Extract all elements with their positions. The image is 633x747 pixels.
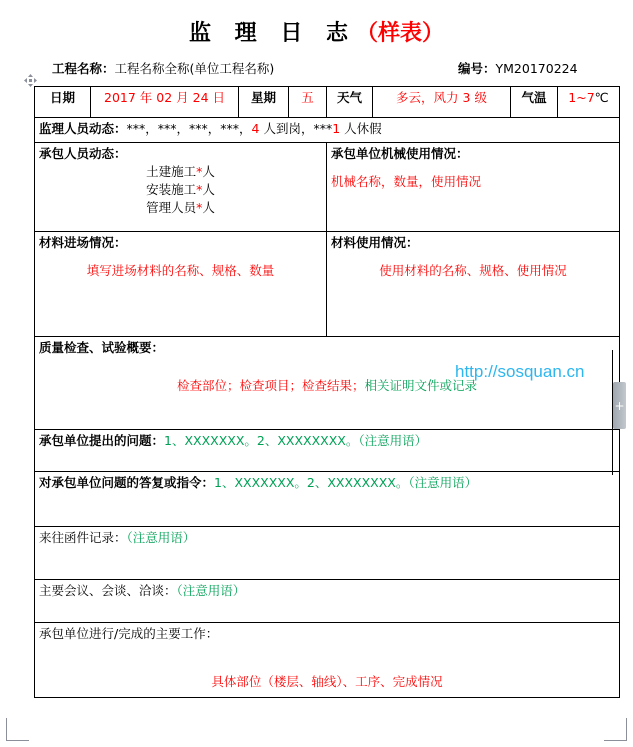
management-personnel-unit: 人: [202, 200, 215, 216]
table-row-meetings: [35, 580, 620, 623]
table-row-quality-inspection: [35, 337, 620, 430]
contractor-machinery-cell[interactable]: [327, 143, 620, 232]
reply-instructions-cell[interactable]: [35, 472, 620, 527]
contractor-personnel-cell[interactable]: [35, 143, 327, 232]
table-move-handle-icon[interactable]: [24, 72, 37, 85]
supervision-log-table: [34, 86, 609, 698]
contractor-machinery-label: 承包单位机械使用情况：: [331, 146, 469, 161]
table-row-supervisor-dynamics: [35, 118, 620, 143]
page-title-main: 监 理 日 志: [189, 21, 356, 46]
weather-label: 天气: [327, 87, 373, 118]
quality-inspection-content: [39, 357, 615, 395]
scroll-thumb-plus-icon[interactable]: [613, 382, 626, 429]
table-row-reply-instructions: [35, 472, 620, 527]
project-name-value: 工程名称全称(单位工程名称): [114, 61, 275, 76]
page-corner-bottom-left: [6, 718, 29, 741]
document-number: [458, 59, 578, 77]
weather-value[interactable]: 多云，风力 3 级: [373, 87, 511, 118]
meetings-label: 主要会议、会谈、洽谈：: [39, 583, 177, 598]
supervisor-dynamics-text-b: 人到岗，***: [259, 121, 333, 136]
supervisor-dynamics-label: 监理人员动态：: [39, 121, 127, 136]
supervisor-dynamics-text-c: 人休假: [340, 121, 382, 136]
civil-construction-count: *: [196, 164, 203, 180]
document-number-label: 编号：: [458, 61, 496, 76]
table-row-info: [35, 87, 620, 118]
quality-inspection-cell[interactable]: [35, 337, 620, 430]
material-usage-label: 材料使用情况：: [331, 235, 419, 250]
civil-construction-label: 土建施工: [146, 164, 197, 180]
page-title: [0, 10, 633, 47]
weekday-label: 星期: [239, 87, 289, 118]
table-row-correspondence: [35, 527, 620, 580]
table-row-contractor-questions: [35, 430, 620, 472]
contractor-machinery-content: 机械名称，数量，使用情况: [331, 174, 482, 190]
contractor-personnel-line-1: [39, 163, 322, 181]
temperature-label: 气温: [511, 87, 558, 118]
contractor-personnel-line-3: [39, 199, 322, 217]
table-row-materials: [35, 232, 620, 337]
temperature-unit: ℃: [594, 90, 609, 105]
document-number-value: YM20170224: [495, 61, 578, 76]
supervisor-dynamics-count-leave: 1: [332, 121, 341, 136]
contractor-questions-cell[interactable]: [35, 430, 620, 472]
document-header: [0, 59, 633, 77]
main-work-content: 具体部位（楼层、轴线）、工序、完成情况: [211, 674, 443, 690]
page-title-sample: （样表）: [355, 21, 444, 46]
installation-construction-unit: 人: [202, 182, 215, 198]
material-incoming-label: 材料进场情况：: [39, 235, 127, 250]
project-name-label: 工程名称：: [52, 61, 115, 76]
main-work-cell[interactable]: [35, 623, 620, 698]
correspondence-content: （注意用语）: [126, 530, 196, 545]
table-row-main-work: [35, 623, 620, 698]
page-corner-bottom-right: [604, 718, 627, 741]
meetings-cell[interactable]: [35, 580, 620, 623]
contractor-questions-content: 1、XXXXXXX。2、XXXXXXXX。（注意用语）: [164, 433, 428, 448]
correspondence-cell[interactable]: [35, 527, 620, 580]
temperature-range: 1~7: [568, 90, 595, 105]
correspondence-label: 来往函件记录：: [39, 530, 127, 545]
management-personnel-label: 管理人员: [146, 200, 197, 216]
quality-inspection-content-green: 相关证明文件或记录: [364, 378, 478, 394]
site-watermark: http://sosquan.cn: [455, 362, 585, 381]
contractor-personnel-line-2: [39, 181, 322, 199]
main-work-label: 承包单位进行/完成的主要工作：: [39, 626, 219, 641]
material-usage-cell[interactable]: [327, 232, 620, 337]
material-incoming-cell[interactable]: [35, 232, 327, 337]
weekday-value[interactable]: 五: [289, 87, 327, 118]
contractor-questions-label: 承包单位提出的问题：: [39, 433, 165, 448]
table-row-contractor-personnel-machinery: [35, 143, 620, 232]
date-value[interactable]: 2017 年 02 月 24 日: [91, 87, 239, 118]
date-label: 日期: [35, 87, 91, 118]
installation-construction-count: *: [196, 182, 203, 198]
material-usage-content: 使用材料的名称、规格、使用情况: [379, 263, 567, 279]
management-personnel-count: *: [196, 200, 203, 216]
supervisor-dynamics-count-onsite: 4: [251, 121, 260, 136]
civil-construction-unit: 人: [202, 164, 215, 180]
reply-instructions-label: 对承包单位问题的答复或指令：: [39, 475, 215, 490]
material-incoming-content: 填写进场材料的名称、规格、数量: [86, 263, 275, 279]
quality-inspection-content-red: 检查部位；检查项目；检查结果；: [176, 378, 365, 394]
reply-instructions-content: 1、XXXXXXX。2、XXXXXXXX。（注意用语）: [214, 475, 478, 490]
temperature-value[interactable]: [558, 87, 620, 118]
supervisor-dynamics-cell[interactable]: [35, 118, 620, 143]
quality-inspection-label: 质量检查、试验概要：: [39, 340, 165, 355]
installation-construction-label: 安装施工: [146, 182, 197, 198]
supervisor-dynamics-text-a: ***，***，***，***，: [126, 121, 252, 136]
contractor-personnel-label: 承包人员动态：: [39, 146, 127, 161]
meetings-content: （注意用语）: [176, 583, 246, 598]
